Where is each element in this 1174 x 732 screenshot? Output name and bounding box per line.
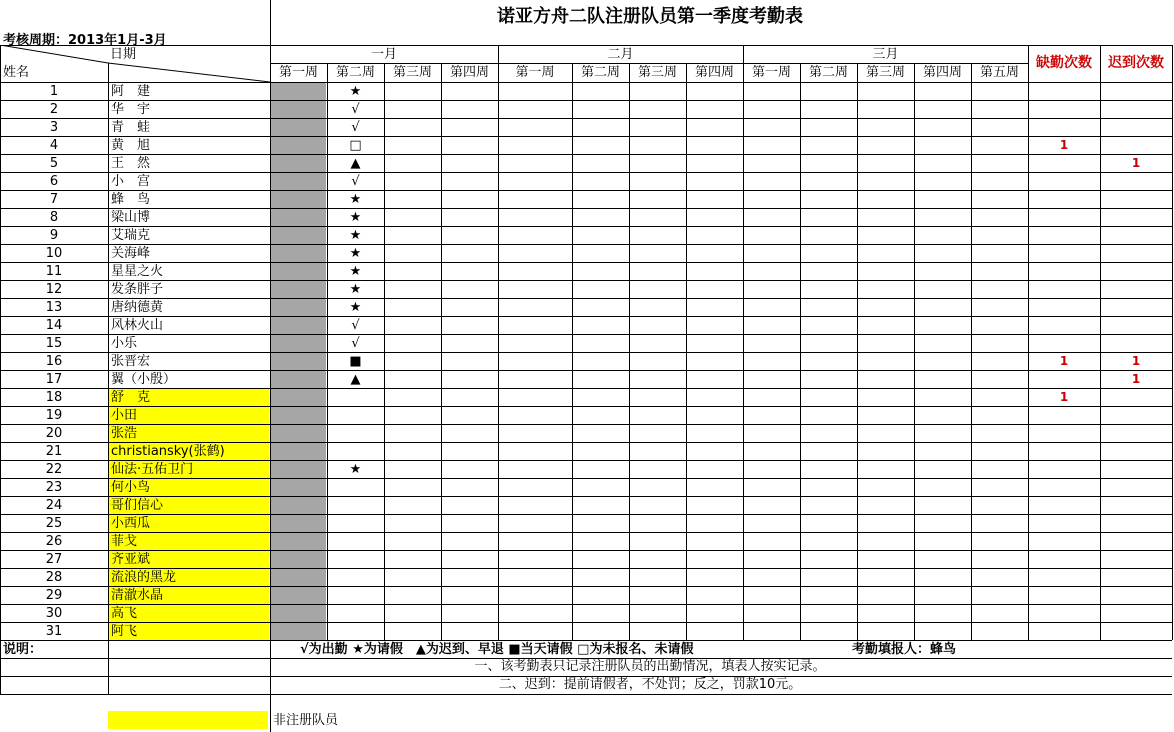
notes-line-1: 一、该考勤表只记录注册队员的出勤情况，填表人按实记录。 (474, 659, 826, 674)
month-mar: 三月 (872, 47, 899, 62)
late-count: 1 (1131, 372, 1141, 386)
attendance-mark: √ (351, 318, 360, 333)
row-number: 19 (45, 408, 63, 423)
member-name: 蜂 鸟 (111, 192, 151, 207)
date-header: 日期 (110, 47, 137, 62)
row-number: 1 (49, 84, 59, 99)
late-count: 1 (1131, 156, 1141, 170)
row-number: 27 (45, 552, 63, 567)
grid-hline (0, 532, 1172, 533)
row-number: 6 (49, 174, 59, 189)
absence-count: 1 (1059, 390, 1069, 404)
grid-hline (0, 100, 1172, 101)
member-name: 小田 (111, 408, 138, 423)
row-number: 5 (49, 156, 59, 171)
member-name: 阿 建 (111, 84, 151, 99)
row-number: 9 (49, 228, 59, 243)
row-number: 25 (45, 516, 63, 531)
member-name: 青 蛙 (111, 120, 151, 135)
attendance-mark: √ (351, 174, 360, 189)
week-header: 第五周 (979, 65, 1019, 80)
late-count: 1 (1131, 354, 1141, 368)
grid-hline (0, 154, 1172, 155)
grid-hline (0, 586, 1172, 587)
grid-hline (0, 334, 1172, 335)
grid-hline (0, 514, 1172, 515)
absence-count: 1 (1059, 354, 1069, 368)
grid-hline (0, 424, 1172, 425)
attendance-mark: ▲ (350, 372, 361, 387)
member-name: 关海峰 (111, 246, 151, 261)
row-number: 29 (45, 588, 63, 603)
row-number: 3 (49, 120, 59, 135)
row-number: 26 (45, 534, 63, 549)
member-name: 齐亚斌 (111, 552, 151, 567)
row-number: 20 (45, 426, 63, 441)
grid-hline (0, 190, 1172, 191)
notes-line-2: 二、迟到：提前请假者，不处罚；反之，罚款10元。 (498, 677, 802, 692)
week-header: 第一周 (278, 65, 318, 80)
member-name: 黄 旭 (111, 138, 151, 153)
grid-vline (572, 63, 573, 640)
week-header: 第四周 (449, 65, 489, 80)
grid-hline (0, 478, 1172, 479)
row-number: 15 (45, 336, 63, 351)
notes-reporter: 考勤填报人：蜂鸟 (852, 642, 957, 657)
member-name: 小西瓜 (111, 516, 151, 531)
member-name: 梁山博 (111, 210, 151, 225)
row-number: 21 (45, 444, 63, 459)
member-name: 张浩 (111, 426, 138, 441)
attendance-mark: ★ (349, 84, 362, 99)
row-number: 11 (45, 264, 63, 279)
member-name: 清澈水晶 (111, 588, 164, 603)
grid-hline (0, 136, 1172, 137)
week-header: 第二周 (580, 65, 620, 80)
member-name: 华 宇 (111, 102, 151, 117)
row-number: 18 (45, 390, 63, 405)
row-number: 24 (45, 498, 63, 513)
row-number: 7 (49, 192, 59, 207)
grid-vline (441, 63, 442, 640)
attendance-mark: √ (351, 120, 360, 135)
grid-hline (0, 82, 1172, 83)
week-header: 第四周 (694, 65, 734, 80)
row-number: 14 (45, 318, 63, 333)
member-name: 高飞 (111, 606, 138, 621)
grid-hline (0, 316, 1172, 317)
grid-hline (0, 550, 1172, 551)
row-number: 22 (45, 462, 63, 477)
grid-vline (1100, 45, 1101, 640)
absence-count-header: 缺勤次数 (1036, 55, 1092, 71)
grid-hline (0, 406, 1172, 407)
grid-hline (0, 226, 1172, 227)
row-number: 12 (45, 282, 63, 297)
member-name: 哥们信心 (111, 498, 164, 513)
member-name: 仙法·五佑卫门 (111, 462, 194, 477)
attendance-mark: ★ (349, 264, 362, 279)
row-number: 30 (45, 606, 63, 621)
week-header: 第二周 (335, 65, 375, 80)
grid-vline (686, 63, 687, 640)
member-name: 小 宫 (111, 174, 151, 189)
grid-hline (0, 604, 1172, 605)
grid-hline (0, 388, 1172, 389)
grid-vline (629, 63, 630, 640)
grid-hline (0, 280, 1172, 281)
member-name: 何小鸟 (111, 480, 151, 495)
row-number: 28 (45, 570, 63, 585)
grid-hline (0, 298, 1172, 299)
attendance-mark: ★ (349, 228, 362, 243)
name-header: 姓名 (3, 65, 30, 80)
week-header: 第二周 (808, 65, 848, 80)
member-name: 张晋宏 (111, 354, 151, 369)
member-name: 唐纳德黄 (111, 300, 164, 315)
period-label: 考核周期：2013年1月-3月 (3, 33, 167, 48)
week-header: 第一周 (515, 65, 555, 80)
row-number: 10 (45, 246, 63, 261)
grid-vline (1172, 45, 1173, 640)
week-header: 第三周 (392, 65, 432, 80)
member-name: 菲戈 (111, 534, 138, 549)
grid-hline (0, 622, 1172, 623)
member-name: 舒 克 (111, 390, 151, 405)
member-name: 艾瑞克 (111, 228, 151, 243)
grid-hline (0, 172, 1172, 173)
grid-vline (498, 63, 499, 640)
member-name: 星星之火 (111, 264, 164, 279)
grid-vline (800, 63, 801, 640)
attendance-mark: ▲ (350, 156, 361, 171)
month-feb: 二月 (607, 47, 634, 62)
grid-vline (108, 63, 109, 694)
legend-label: 非注册队员 (273, 713, 339, 728)
grid-hline (0, 694, 1172, 695)
attendance-mark: ★ (349, 246, 362, 261)
member-name: 流浪的黑龙 (111, 570, 177, 585)
attendance-mark: √ (351, 336, 360, 351)
row-number: 2 (49, 102, 59, 117)
member-name: 翼（小殷） (111, 372, 177, 387)
grid-vline (914, 63, 915, 640)
row-number: 8 (49, 210, 59, 225)
row-number: 23 (45, 480, 63, 495)
grid-hline (0, 244, 1172, 245)
grid-vline (743, 63, 744, 640)
week-header: 第三周 (865, 65, 905, 80)
member-name: 发条胖子 (111, 282, 164, 297)
member-name: 小乐 (111, 336, 138, 351)
member-name: 王 然 (111, 156, 151, 171)
week-header: 第一周 (751, 65, 791, 80)
attendance-mark: ★ (349, 300, 362, 315)
row-number: 4 (49, 138, 59, 153)
month-jan: 一月 (370, 47, 397, 62)
row-number: 13 (45, 300, 63, 315)
grid-vline (1028, 45, 1029, 640)
grid-hline (0, 118, 1172, 119)
attendance-mark: ★ (349, 462, 362, 477)
week1-shaded-column (270, 82, 326, 640)
week-header: 第四周 (922, 65, 962, 80)
grid-vline (384, 63, 385, 640)
week-header: 第三周 (637, 65, 677, 80)
grid-vline (857, 63, 858, 640)
notes-label: 说明： (3, 642, 43, 657)
attendance-mark: ★ (349, 192, 362, 207)
absence-count: 1 (1059, 138, 1069, 152)
member-name: christiansky(张鹤) (111, 444, 225, 459)
notes-legend: √为出勤 ★为请假 ▲为迟到、早退 ■当天请假 □为未报名、未请假 (300, 642, 694, 657)
attendance-mark: □ (349, 138, 362, 153)
late-count-header: 迟到次数 (1108, 55, 1164, 71)
attendance-mark: ■ (349, 354, 362, 369)
attendance-mark: ★ (349, 210, 362, 225)
grid-vline (971, 63, 972, 640)
legend-swatch (108, 711, 268, 729)
grid-hline (0, 262, 1172, 263)
attendance-mark: ★ (349, 282, 362, 297)
row-number: 17 (45, 372, 63, 387)
sheet-title: 诺亚方舟二队注册队员第一季度考勤表 (497, 6, 803, 27)
grid-hline (0, 352, 1172, 353)
grid-vline (270, 0, 271, 732)
grid-hline (0, 208, 1172, 209)
member-name: 风林火山 (111, 318, 164, 333)
row-number: 16 (45, 354, 63, 369)
member-name: 阿飞 (111, 624, 138, 639)
attendance-mark: √ (351, 102, 360, 117)
grid-hline (0, 496, 1172, 497)
row-number: 31 (45, 624, 63, 639)
